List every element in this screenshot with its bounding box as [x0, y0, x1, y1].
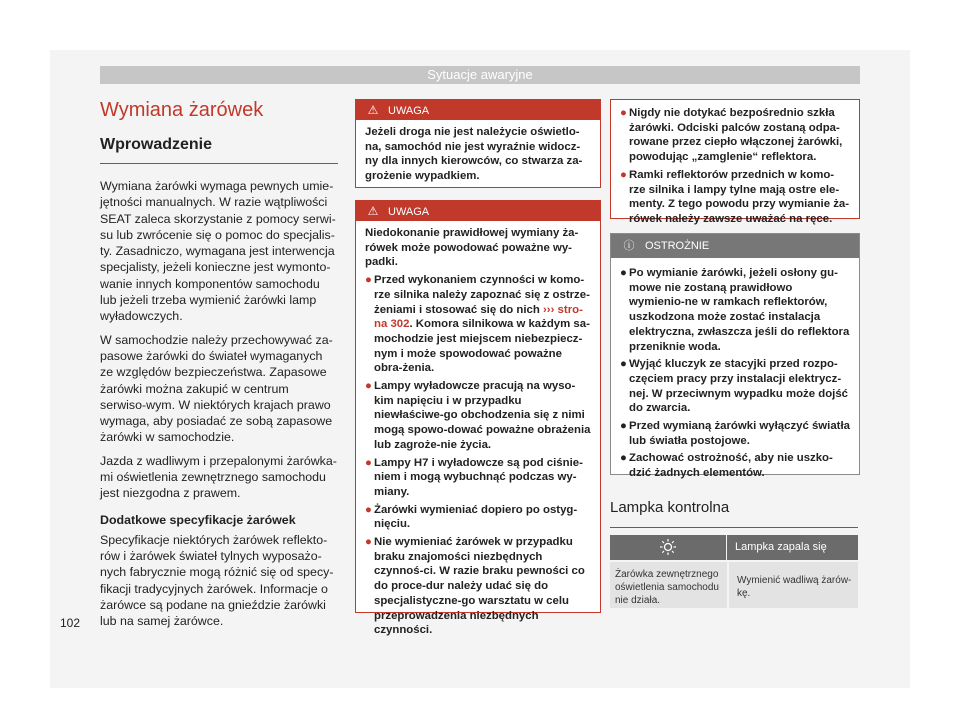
list-item-text: Zachować ostrożność, aby nie uszko-dzić żadnych elementów. [629, 452, 833, 480]
section-header: Sytuacje awaryjne [100, 66, 860, 84]
bullet-icon: ● [365, 380, 372, 393]
specs-paragraph: Specyfikacje niektórych żarówek reflekto-rów i żarówek świateł tylnych wyposażo-nych fabrycznie mogą różnić się od specy-fikacji tradycyjnych żarówek. Informacje o żarówce są podane na gnieździe żarówki lub na samej żarówce. [100, 532, 334, 629]
warning-text: Jeżeli droga nie jest należycie oświetlo-na, samochód nie jest wyraźnie widocz-ny dla innych kierowców, co stwarza za-grożenie wypadkiem. [365, 126, 583, 183]
warning-body [611, 100, 859, 236]
list-item-text: Po wymianie żarówki, jeżeli osłony gu-mowe nie zostaną prawidłowo wymienio-ne w ramkach reflektorów, uszkodzona może zostać instalacja elektryczna, zwłaszcza jeśli do reflektora przeniknie woda. [629, 267, 850, 353]
section-subtitle: Wprowadzenie [100, 135, 338, 164]
warning-body [356, 120, 600, 193]
table-cell-cause: Żarówka zewnętrznego oświetlenia samochodu nie działa. [610, 562, 729, 608]
bullet-icon: ● [620, 358, 627, 371]
bullet-icon: ● [620, 267, 627, 279]
bullet-icon: ● [620, 452, 627, 465]
list-item-text: Wyjąć kluczyk ze stacyjki przed rozpo-częciem pracy przy instalacji elektrycz-nej. W przeciwnym wypadku może dojść do zwarcia. [629, 358, 849, 415]
bullet-icon: ● [365, 274, 372, 287]
warning-label: UWAGA [388, 105, 430, 117]
warning-triangle-icon: ⚠ [367, 103, 379, 117]
warning-box-replacement [355, 200, 601, 637]
table-cell-action: Wymienić wadliwą żarów-kę. [737, 575, 852, 599]
list-item [620, 419, 850, 448]
list-item-text: Nigdy nie dotykać bezpośrednio szkła żarówki. Odciski palców zostaną odpa-rowane przez ciepło włączonej żarówki, powodując „zamglenie“ reflektora. [629, 107, 843, 164]
table-row [610, 562, 858, 608]
warning-header [356, 201, 600, 221]
bulb-indicator-icon [610, 535, 727, 560]
list-item-text: Żarówki wymieniać dopiero po ostyg-nięciu. [374, 503, 578, 531]
column-header: Lampka zapala się [735, 541, 827, 553]
intro-column [100, 97, 338, 629]
legal-paragraph: Jazda z wadliwym i przepalonymi żarówka-mi oświetlenia zewnętrznego samochodu jest niezgodna z prawem. [100, 453, 337, 501]
bullet-icon: ● [365, 536, 372, 549]
bullet-icon: ● [620, 168, 627, 181]
list-item [365, 535, 591, 638]
exclamation-circle-icon: ⓘ [623, 240, 635, 252]
lamp-section-title: Lampka kontrolna [610, 498, 858, 528]
caution-box [610, 233, 860, 480]
warning-intro: Niedokonanie prawidłowej wymiany ża-rówek może powodować poważne wy-padki. [365, 227, 579, 269]
bullet-icon: ● [620, 420, 627, 433]
specs-subheading: Dodatkowe specyfikacje żarówek [100, 512, 296, 527]
list-item [365, 456, 591, 500]
list-item-text: . Komora silnikowa w każdym sa-mochodzie jest miejscem niebezpiecz-nym i może spowodować poważne obra-żenia. [374, 318, 590, 375]
lamp-table [610, 535, 858, 608]
list-item-text: Lampy wyładowcze pracują na wyso-kim napięciu i w przypadku niewłaściwe-go obchodzenia się z nimi mogą spowo-dować poważne obrażenia lub zagroże-nie życia. [374, 380, 591, 451]
bullet-icon: ● [365, 456, 372, 469]
list-item-text: Przed wymianą żarówki wyłączyć światła lub światła postojowe. [629, 420, 850, 447]
list-item-text: Ramki reflektorów przednich w komo-rze silnika i lampy tylne mają ostre ele-menty. Z tego powodu przy wymianie ża-rówek należy zawsze uważać na ręce. [629, 168, 850, 225]
intro-paragraph: Wymiana żarówki wymaga pewnych umie-jętności manualnych. W razie wątpliwości SEAT zaleca skorzystanie z pomocy serwi-su lub zwrócenie się o pomoc do specjalis-ty. Zasadniczo, wymagana jest interwencja specjalisty, jeżeli konieczne jest wymonto-wanie innych komponentów samochodu lub jeżeli trzeba wymienić żarówki lamp wyładowczych. [100, 179, 336, 324]
caution-header [611, 234, 859, 258]
list-item [620, 451, 850, 480]
warning-header [356, 100, 600, 120]
warning-body [356, 221, 600, 647]
list-item-text: Lampy H7 i wyładowcze są pod ciśnie-niem i mogą wybuchnąć podczas wy-miany. [374, 456, 583, 498]
page-number: 102 [60, 616, 81, 630]
list-item [620, 357, 850, 416]
list-item-text: Przed wykonaniem czynności w komo-rze silnika należy zapoznać się z ostrze-żeniami i stosować się do nich [374, 274, 590, 316]
bullet-icon: ● [365, 503, 372, 516]
caution-body [611, 258, 859, 490]
list-item [620, 168, 850, 227]
list-item [365, 503, 591, 532]
table-header [610, 535, 858, 560]
warning-label: UWAGA [388, 206, 430, 218]
list-item [620, 106, 850, 165]
list-item [365, 379, 591, 453]
list-item [620, 266, 850, 354]
list-item [365, 273, 591, 376]
caution-label: OSTROŻNIE [645, 240, 710, 252]
page-reference-link[interactable]: ››› stro-na 302 [374, 303, 583, 331]
bullet-icon: ● [620, 107, 627, 119]
warning-triangle-icon: ⚠ [367, 204, 379, 218]
warning-box-continuation [610, 99, 860, 225]
spare-bulbs-paragraph: W samochodzie należy przechowywać za-pasowe żarówki do świateł wymaganych ze względów bezpieczeństwa. Zapasowe żarówki można zakupić w centrum serwiso-wym. W niektórych krajach prawo wymaga, aby posiadać ze sobą zapasowe żarówki w samochodzie. [100, 332, 333, 445]
page-title: Wymiana żarówek [100, 99, 264, 121]
warning-box-lighting [355, 99, 601, 188]
list-item-text: Nie wymieniać żarówek w przypadku braku znajomości niezbędnych czynnoś-ci. W razie braku pewności co do proce-dur należy udać się do specjalistyczne-go warsztatu w celu przeprowadzenia niezbędnych czynności. [374, 536, 585, 637]
